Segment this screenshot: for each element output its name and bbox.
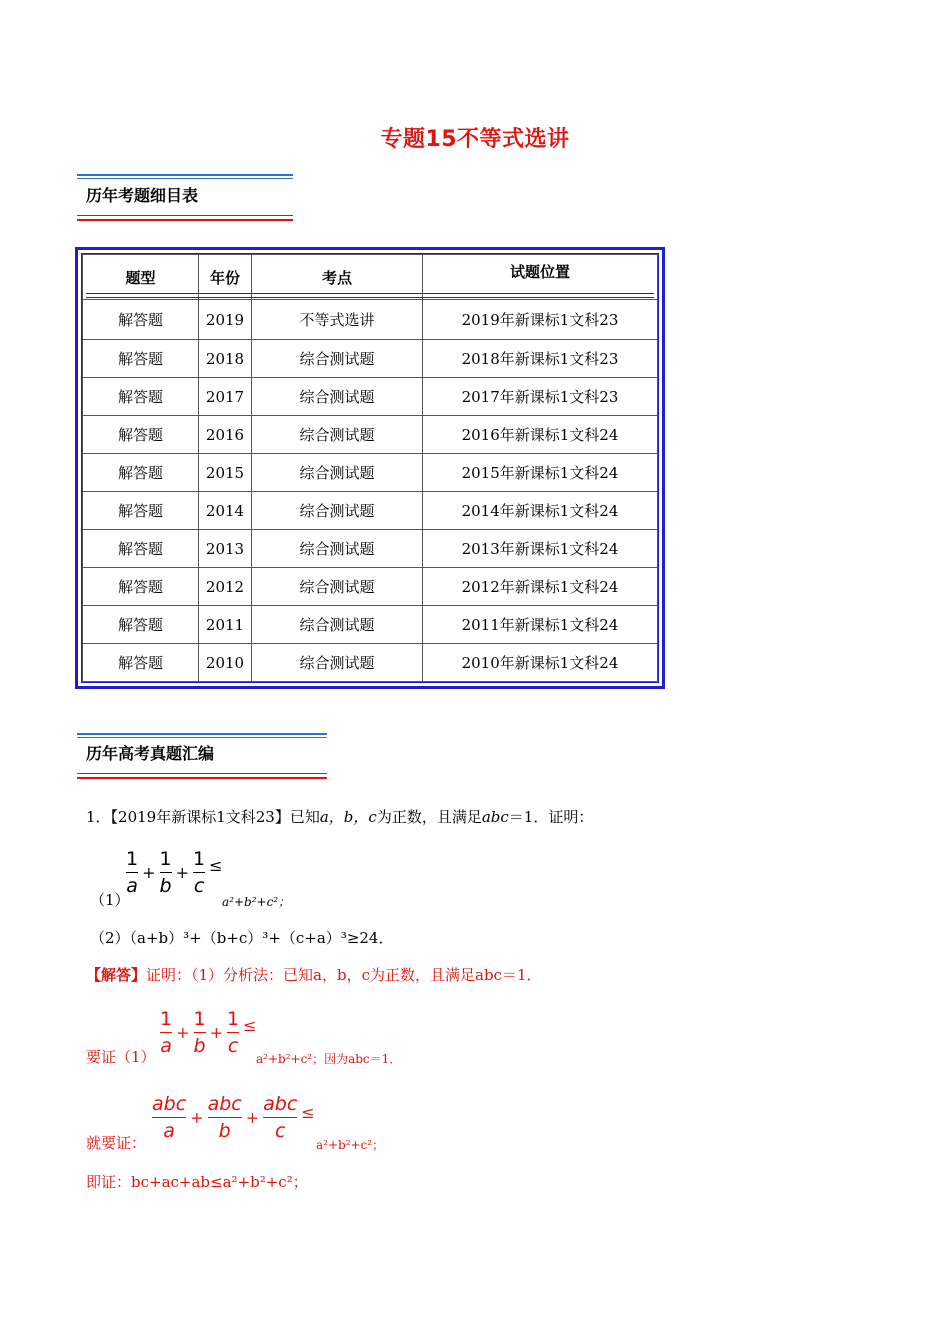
exam-table-frame [75, 247, 665, 689]
cell-location: 2019年新课标1文科23 [423, 300, 658, 340]
fraction-1-over-b-red: $\frac{1}{b}$ [193, 1008, 206, 1057]
table-row [83, 300, 658, 340]
cell-type: 解答题 [83, 378, 199, 416]
cell-type: 解答题 [83, 454, 199, 492]
cell-location: 2011年新课标1文科24 [423, 606, 658, 644]
col-header-location: 试题位置 [423, 255, 658, 300]
table-row [83, 416, 658, 454]
cell-type: 解答题 [83, 416, 199, 454]
section2-rule-bottom [77, 777, 327, 779]
table-row [83, 492, 658, 530]
header-separator [86, 293, 654, 298]
cell-location: 2018年新课标1文科23 [423, 340, 658, 378]
col-header-year: 年份 [199, 255, 252, 300]
solution-line2-rhs: a²+b²+c²；因为abc＝1． [256, 1052, 402, 1066]
cell-topic: 综合测试题 [252, 644, 423, 682]
cell-location: 2016年新课标1文科24 [423, 416, 658, 454]
table-row [83, 530, 658, 568]
cell-location: 2013年新课标1文科24 [423, 530, 658, 568]
cell-type: 解答题 [83, 340, 199, 378]
cell-topic: 综合测试题 [252, 378, 423, 416]
fraction-1-over-b: $\frac{1}{b}$ [159, 848, 172, 897]
cell-year: 2012 [199, 568, 252, 606]
cell-location: 2012年新课标1文科24 [423, 568, 658, 606]
col-header-topic: 考点 [252, 255, 423, 300]
cell-year: 2013 [199, 530, 252, 568]
part1-rhs: a²+b²+c²； [222, 895, 291, 909]
fraction-abc-over-a: $\frac{\text{abc}}{a}$ [152, 1093, 187, 1142]
cell-location: 2014年新课标1文科24 [423, 492, 658, 530]
exam-table [82, 254, 658, 682]
part1-label: （1） [90, 891, 130, 909]
solution-line3-label: 就要证： [86, 1134, 147, 1152]
table-row [83, 454, 658, 492]
part2-text: （2）（a+b）³+（b+c）³+（c+a）³≥24． [90, 929, 394, 947]
cell-year: 2011 [199, 606, 252, 644]
solution-line1: 【解答】证明：（1）分析法：已知a，b，c为正数，且满足abc＝1． [86, 966, 542, 984]
cell-type: 解答题 [83, 530, 199, 568]
solution-line2-label: 要证（1） [86, 1048, 156, 1066]
cell-location: 2015年新课标1文科24 [423, 454, 658, 492]
solution-fraction-expression-2: $\frac{\text{abc}}{a}$ + $\frac{\text{abc}}{b}$ + $\frac{\text{abc}}{c}$ ≤ [152, 1093, 315, 1142]
section2-rule-top-thin [77, 737, 327, 738]
section2-rule-bottom-thin [77, 773, 327, 774]
part1-fraction-expression: $\frac{1}{a}$ + $\frac{1}{b}$ + $\frac{1}{c}$ ≤ [126, 848, 223, 897]
cell-topic: 综合测试题 [252, 606, 423, 644]
cell-location: 2010年新课标1文科24 [423, 644, 658, 682]
solution-fraction-expression-1: $\frac{1}{a}$ + $\frac{1}{b}$ + $\frac{1}{c}$ ≤ [160, 1008, 257, 1057]
fraction-1-over-c: $\frac{1}{c}$ [193, 848, 206, 897]
cell-type: 解答题 [83, 300, 199, 340]
fraction-abc-over-b: $\frac{\text{abc}}{b}$ [207, 1093, 242, 1142]
section2-rule-top [77, 733, 327, 735]
section-rule-bottom [77, 219, 293, 221]
cell-year: 2015 [199, 454, 252, 492]
table-row [83, 340, 658, 378]
solution-line4: 即证：bc+ac+ab≤a²+b²+c²； [86, 1173, 308, 1191]
table-row [83, 606, 658, 644]
cell-location: 2017年新课标1文科23 [423, 378, 658, 416]
problem-intro: 1．【2019年新课标1文科23】已知a，b，c为正数，且满足abc＝1．证明： [86, 808, 594, 826]
cell-topic: 综合测试题 [252, 340, 423, 378]
cell-year: 2018 [199, 340, 252, 378]
cell-topic: 不等式选讲 [252, 300, 423, 340]
cell-type: 解答题 [83, 644, 199, 682]
cell-topic: 综合测试题 [252, 530, 423, 568]
col-header-type: 题型 [83, 255, 199, 300]
section-heading-problems: 历年高考真题汇编 [86, 744, 215, 763]
cell-topic: 综合测试题 [252, 492, 423, 530]
section-rule-bottom-thin [77, 215, 293, 216]
section-heading-table: 历年考题细目表 [86, 186, 199, 205]
cell-topic: 综合测试题 [252, 568, 423, 606]
cell-year: 2019 [199, 300, 252, 340]
table-row [83, 568, 658, 606]
section-rule-top-thin [77, 178, 293, 179]
cell-year: 2016 [199, 416, 252, 454]
table-row [83, 644, 658, 682]
section-rule-top [77, 174, 293, 176]
cell-topic: 综合测试题 [252, 416, 423, 454]
cell-type: 解答题 [83, 568, 199, 606]
solution-line3-rhs: a²+b²+c²； [316, 1138, 385, 1152]
cell-topic: 综合测试题 [252, 454, 423, 492]
cell-year: 2014 [199, 492, 252, 530]
fraction-1-over-a-red: $\frac{1}{a}$ [160, 1008, 173, 1057]
fraction-1-over-a: $\frac{1}{a}$ [126, 848, 139, 897]
cell-year: 2017 [199, 378, 252, 416]
cell-type: 解答题 [83, 606, 199, 644]
page-title: 专题15不等式选讲 [380, 127, 570, 152]
fraction-1-over-c-red: $\frac{1}{c}$ [227, 1008, 240, 1057]
table-row [83, 378, 658, 416]
cell-year: 2010 [199, 644, 252, 682]
fraction-abc-over-c: $\frac{\text{abc}}{c}$ [263, 1093, 298, 1142]
cell-type: 解答题 [83, 492, 199, 530]
